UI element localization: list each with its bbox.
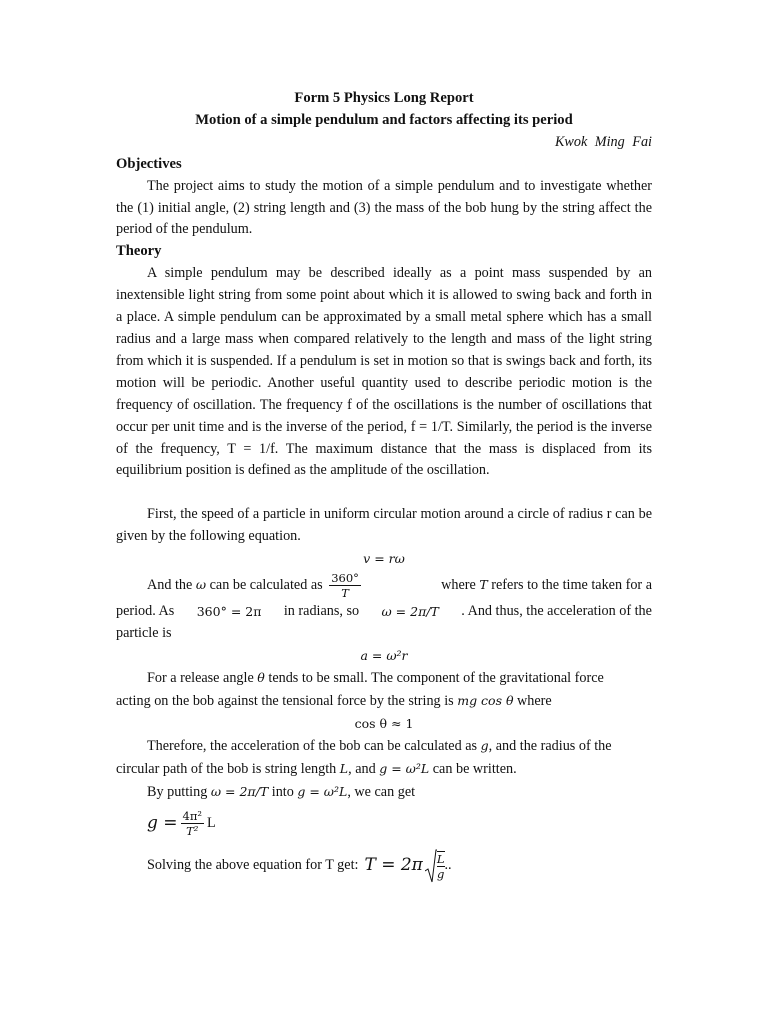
release-angle-line: For a release angle θ tends to be small. The component of the gravitational force [147, 669, 604, 686]
fraction-360-over-T: $\frac{360^\circ}{T}$ [331, 570, 359, 600]
equation-g: g = $\frac{\text{4π²}}{\text{T²}}$ L [147, 808, 216, 838]
solve-line: Solving the above equation for T get: T = 2π $\frac{L}{g}$ .. [116, 843, 652, 887]
period-line: period. As 360° = 2π in radians, so ω = 2π/T . And thus, the acceleration of the [116, 603, 652, 620]
theory-paragraph-2: First, the speed of a particle in uniform circular motion around a circle of radius r can be given by the following equation. [116, 506, 652, 545]
fraction-4pi2-over-T2: $\frac{\text{4π²}}{\text{T²}}$ [182, 808, 203, 838]
objectives-text: The project aims to study the motion of a simple pendulum and to investigate whether the (1) initial angle, (2) string length and (3) the mass of the bob hung by the string affect the period of the pendulum. [116, 177, 652, 238]
circular-path-line: circular path of the bob is string length L, and g = ω²L can be written. [116, 760, 517, 777]
omega-line: And the ω can be calculated as $\frac{360^\circ}{T}$ where T refers to the time taken for a [147, 570, 652, 600]
theory-heading: Theory [116, 243, 162, 260]
particle-line: particle is [116, 625, 172, 642]
equation-cos: cos θ ≈ 1 [354, 715, 414, 731]
by-putting-line: By putting ω = 2π/T into g = ω²L, we can get [147, 783, 416, 800]
square-root: $\frac{L}{g}$ [425, 849, 445, 881]
acting-line: acting on the bob against the tensional force by the string is mg cos θ where [116, 692, 552, 709]
document-page [116, 88, 652, 887]
theory-paragraph-1: A simple pendulum may be described ideally as a point mass suspended by an inextensible light string from some point about which it is allowed to swing back and forth in a place. A simple pendulum can be approximated by a small metal sphere which has a small radius and a large mass when compared relatively to the length and mass of the light string from which it is suspended. If a pendulum is set in motion so that is swings back and forth, its motion will be periodic. Another useful quantity used to describe periodic motion is the frequency of oscillation. The frequency f of the oscillations is the number of oscillations that occur per unit time and is the inverse of the period, f = 1/T. Similarly, the period is the inverse of the frequency, T = 1/f. The maximum distance that the mass is displaced from its equilibrium position is defined as the amplitude of the oscillation. [116, 265, 652, 479]
radical-sign-icon [425, 849, 437, 883]
therefore-line: Therefore, the acceleration of the bob can be calculated as g, and the radius of the [147, 737, 612, 754]
report-title: Form 5 Physics Long Report [294, 90, 474, 106]
objectives-heading: Objectives [116, 155, 182, 172]
equation-velocity: v = rω [363, 551, 405, 567]
report-subtitle: Motion of a simple pendulum and factors affecting its period [195, 111, 573, 128]
equation-acceleration: a = ω²r [360, 647, 408, 663]
author-name: Kwok Ming Fai [554, 133, 652, 150]
